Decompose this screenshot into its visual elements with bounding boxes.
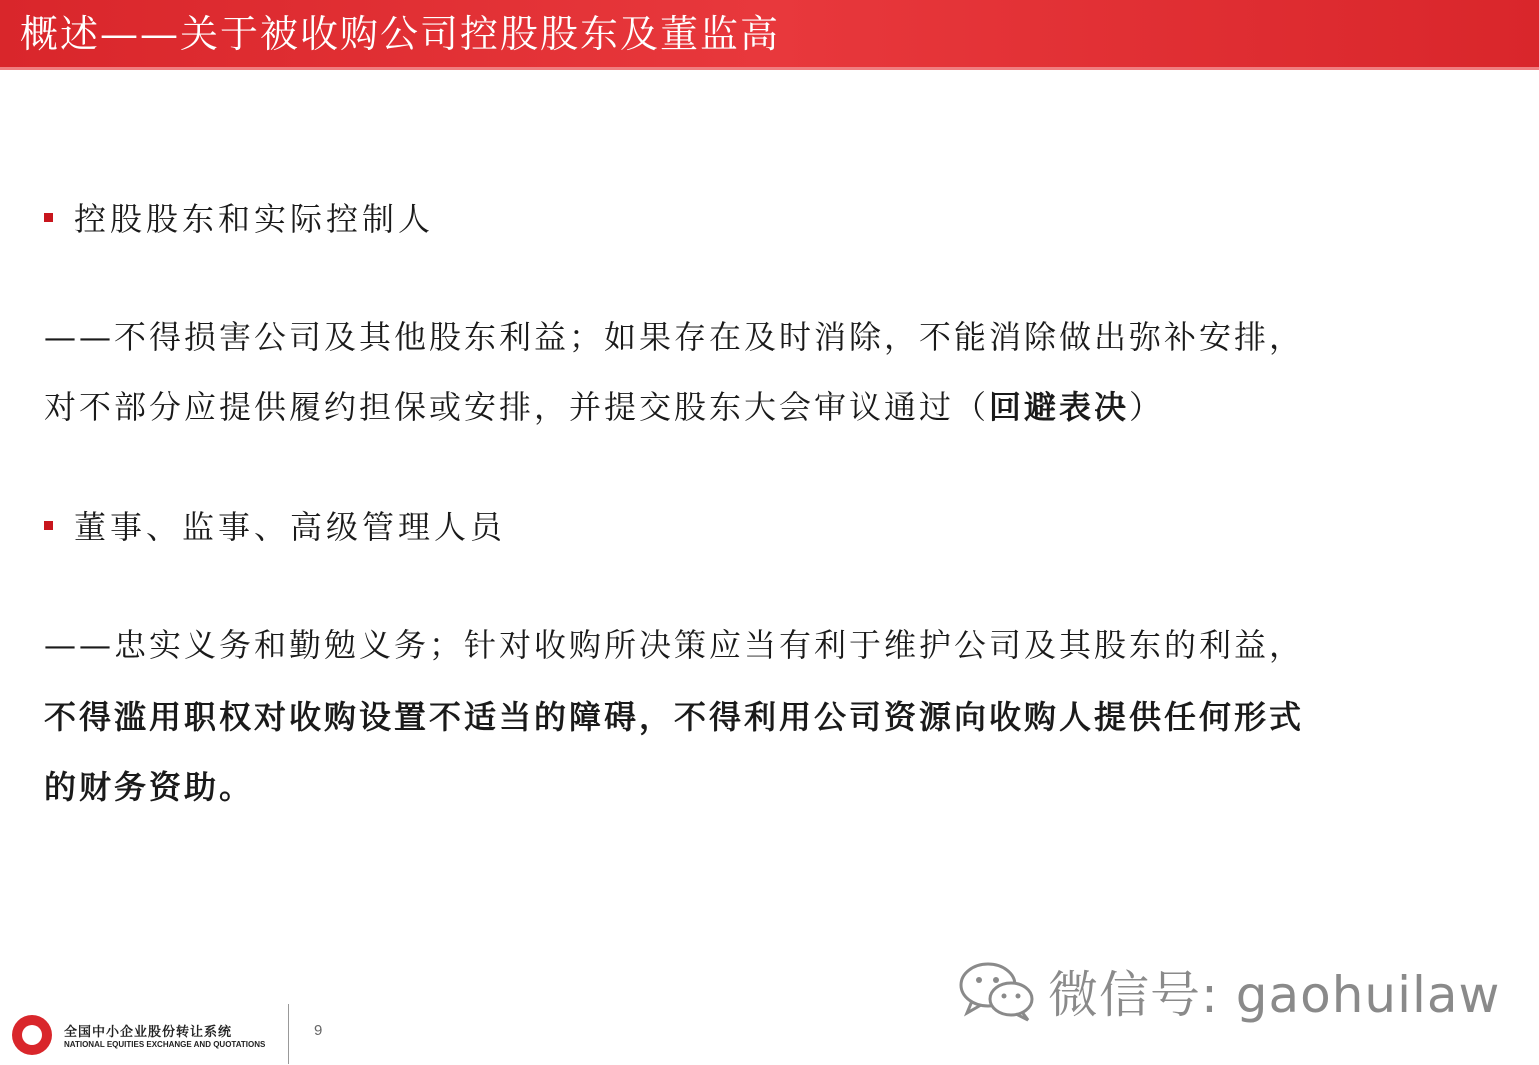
section2-paragraph-line3: 的财务资助。: [44, 768, 255, 806]
slide-title: 概述——关于被收购公司控股股东及董监高: [20, 12, 781, 56]
page-number: 9: [314, 1022, 323, 1039]
wechat-icon: [958, 960, 1036, 1022]
wechat-watermark: [958, 956, 1500, 1026]
title-bar: [0, 0, 1539, 70]
footer-divider: [288, 1004, 289, 1064]
section1-line2-text: 对不部分应提供履约担保或安排，并提交股东大会审议通过（: [44, 388, 990, 426]
logo-english-name: NATIONAL EQUITIES EXCHANGE AND QUOTATIONS: [64, 1040, 266, 1049]
section2-heading-row: [44, 502, 506, 548]
section2-paragraph-line1: ——忠实义务和勤勉义务；针对收购所决策应当有利于维护公司及其股东的利益，: [44, 626, 1305, 664]
section2-paragraph-line2: 不得滥用职权对收购设置不适当的障碍，不得利用公司资源向收购人提供任何形式: [44, 698, 1305, 736]
logo-mark-icon: [12, 1015, 52, 1055]
bullet-square-icon: [44, 521, 53, 530]
section1-paragraph-line2: [44, 382, 1484, 428]
recusal-vote-emphasis: 回避表决: [989, 388, 1130, 426]
logo-chinese-name: 全国中小企业股份转让系统: [64, 1025, 233, 1040]
section1-paragraph-line1: ——不得损害公司及其他股东利益；如果存在及时消除，不能消除做出弥补安排，: [44, 318, 1305, 356]
section2-heading: 董事、监事、高级管理人员: [74, 508, 507, 546]
section1-heading-row: [44, 194, 434, 240]
section1-heading: 控股股东和实际控制人: [74, 200, 435, 238]
watermark-text: 微信号: gaohuilaw: [1048, 966, 1501, 1024]
bullet-square-icon: [44, 213, 53, 222]
neeq-logo: [12, 1012, 282, 1058]
closing-parenthesis: ）: [1129, 388, 1165, 426]
